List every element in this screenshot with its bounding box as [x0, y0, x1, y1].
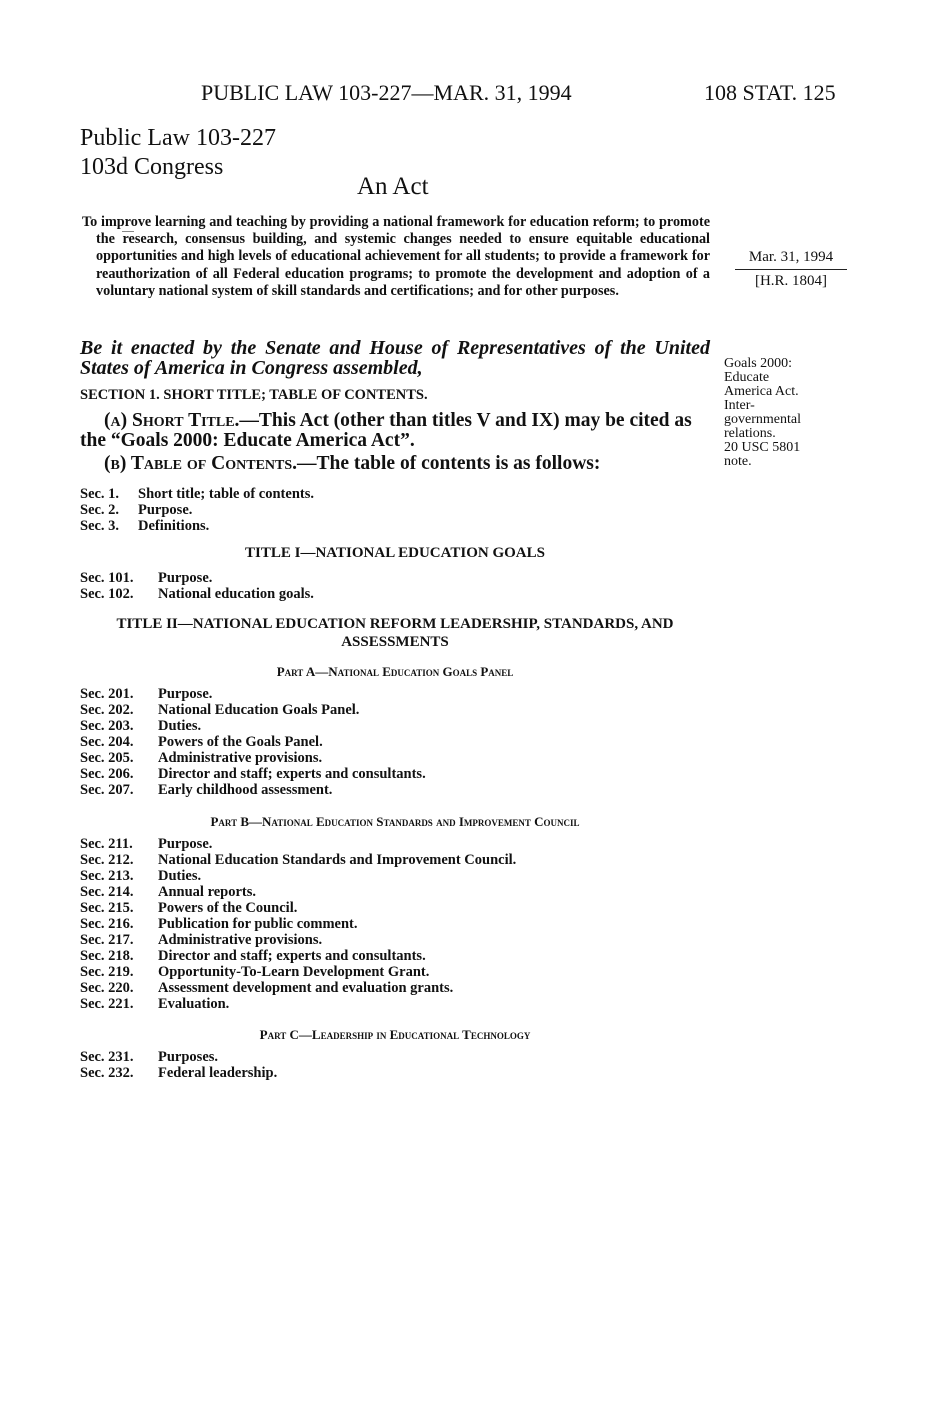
margin-note-line: 20 USC 5801 — [724, 440, 801, 455]
title-2-heading-line-1: TITLE II—NATIONAL EDUCATION REFORM LEADERSHIP, STANDARDS, AND — [116, 616, 674, 632]
margin-date: Mar. 31, 1994 — [748, 249, 834, 265]
margin-notes — [724, 357, 836, 469]
margin-date-rule — [735, 269, 847, 270]
toc-row: Sec. 220. Assessment development and evaluation grants. — [80, 980, 454, 996]
enacting-clause: Be it enacted by the Senate and House of Representatives of the United States of America in Congress assembled, — [80, 337, 710, 379]
margin-note-line: Educate — [724, 370, 770, 385]
public-law-block — [80, 124, 276, 182]
toc-row: Sec. 2. Purpose. — [80, 502, 193, 518]
toc-row: Sec. 218. Director and staff; experts and consultants. — [80, 948, 426, 964]
margin-note-line: America Act. — [724, 384, 799, 399]
toc-title-1 — [80, 544, 710, 602]
toc-row: Sec. 219. Opportunity-To-Learn Development Grant. — [80, 964, 430, 980]
part-c-heading: Part C—Leadership in Educational Technology — [259, 1027, 531, 1042]
margin-note-line: governmental — [724, 412, 801, 427]
paragraph-a — [80, 411, 710, 451]
section-1-heading: SECTION 1. SHORT TITLE; TABLE OF CONTENTS. — [80, 387, 428, 403]
toc-row: Sec. 212. National Education Standards and Improvement Council. — [80, 852, 517, 868]
toc-row: Sec. 206. Director and staff; experts and consultants. — [80, 766, 426, 782]
long-title-purpose — [82, 214, 710, 300]
title-2-heading-line-2: ASSESSMENTS — [341, 634, 449, 650]
toc-row: Sec. 214. Annual reports. — [80, 884, 257, 900]
toc-intro — [80, 486, 710, 534]
toc-row: Sec. 204. Powers of the Goals Panel. — [80, 734, 323, 750]
act-title: An Act — [357, 173, 429, 200]
paragraph-b-text: —The table of contents is as follows: — [297, 453, 601, 474]
margin-note-line: relations. — [724, 426, 776, 441]
toc-row: Sec. 216. Publication for public comment. — [80, 916, 358, 932]
toc-part-b — [80, 814, 710, 1012]
toc-part-c — [80, 1027, 710, 1081]
toc-row: Sec. 231. Purposes. — [80, 1049, 219, 1065]
margin-bill-number: [H.R. 1804] — [754, 273, 828, 289]
toc-row: Sec. 102. National education goals. — [80, 586, 314, 602]
toc-row: Sec. 232. Federal leadership. — [80, 1065, 278, 1081]
toc-row: Sec. 1. Short title; table of contents. — [80, 486, 314, 502]
part-b-heading: Part B—National Education Standards and Improvement Council — [210, 814, 580, 829]
toc-row: Sec. 221. Evaluation. — [80, 996, 230, 1012]
toc-row: Sec. 3. Definitions. — [80, 518, 210, 534]
congress-number: 103d Congress — [80, 154, 224, 180]
toc-part-a — [80, 664, 710, 798]
paragraph-a-label: (a) Short Title. — [104, 410, 240, 431]
purpose-text: To improve learning and teaching by providing a national framework for education reform; to promote the research, consensus building, and systemic changes needed to ensure equitable educational opportunities and high levels of educational achievement for all students; to provide a framework for reauthorization of all Federal education programs; to promote the development and adoption of a voluntary national system of skill standards and certifications; and for other purposes. — [82, 214, 710, 299]
toc-row: Sec. 211. Purpose. — [80, 836, 213, 852]
toc-row: Sec. 207. Early childhood assessment. — [80, 782, 333, 798]
running-header-law-date: PUBLIC LAW 103-227—MAR. 31, 1994 — [201, 80, 572, 105]
margin-note-line: Inter- — [724, 398, 755, 413]
toc-row: Sec. 202. National Education Goals Panel. — [80, 702, 360, 718]
title-1-heading: TITLE I—NATIONAL EDUCATION GOALS — [245, 545, 545, 561]
paragraph-a-text: —This Act (other than titles V and IX) may be cited as the “Goals 2000: Educate America Act”. — [80, 410, 692, 451]
toc-row: Sec. 203. Duties. — [80, 718, 202, 734]
margin-note-line: note. — [724, 454, 752, 469]
paragraph-b-label: (b) Table of Contents. — [104, 453, 298, 474]
part-a-heading: Part A—National Education Goals Panel — [276, 664, 514, 679]
public-law-number: Public Law 103-227 — [80, 125, 276, 151]
toc-row: Sec. 205. Administrative provisions. — [80, 750, 323, 766]
toc-row: Sec. 213. Duties. — [80, 868, 202, 884]
toc-row: Sec. 201. Purpose. — [80, 686, 213, 702]
margin-date-block — [735, 249, 847, 290]
toc-title-2 — [80, 615, 710, 651]
toc-row: Sec. 101. Purpose. — [80, 570, 213, 586]
toc-row: Sec. 215. Powers of the Council. — [80, 900, 298, 916]
margin-note-line: Goals 2000: — [724, 356, 793, 371]
paragraph-b — [80, 454, 710, 474]
running-header-stat-page: 108 STAT. 125 — [704, 80, 836, 105]
toc-row: Sec. 217. Administrative provisions. — [80, 932, 323, 948]
